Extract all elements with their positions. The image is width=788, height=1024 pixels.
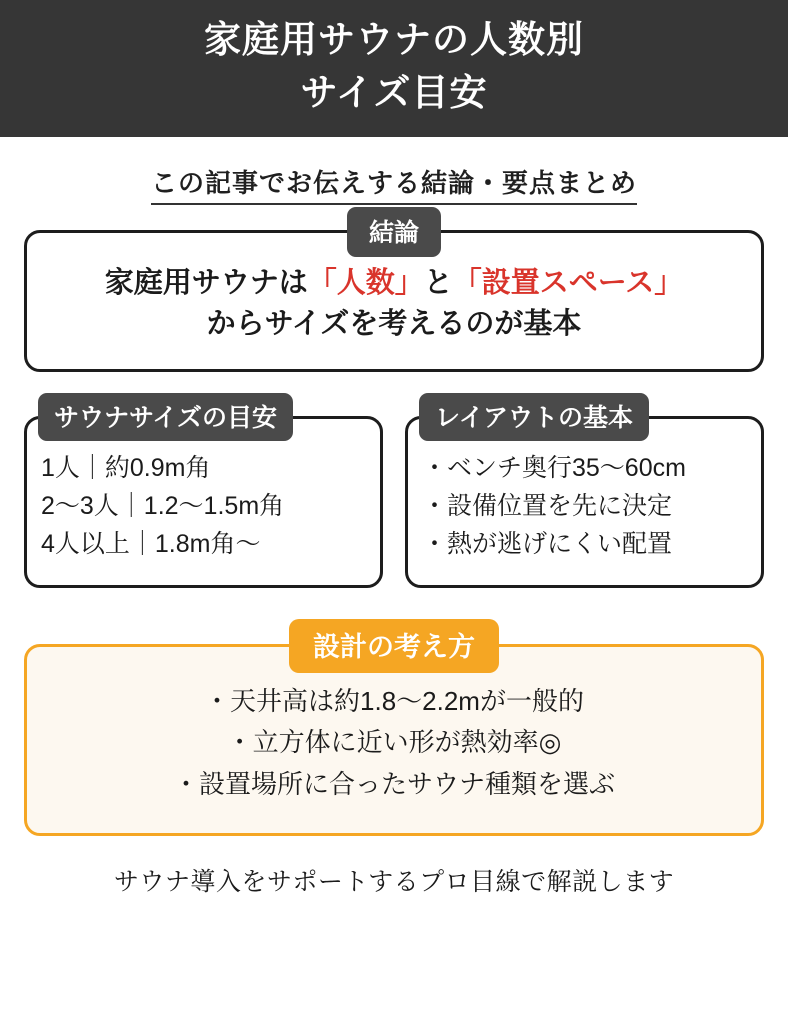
- content-area: [0, 163, 788, 898]
- list-item: 4人以上｜1.8m角〜: [41, 530, 261, 559]
- column-layout-basics-tag: レイアウトの基本: [419, 393, 649, 441]
- list-item: ・立方体に近い形が熱効率◎: [226, 727, 562, 758]
- list-item: ・設備位置を先に決定: [422, 492, 673, 521]
- conclusion-line-2: からサイズを考えるのが基本: [206, 308, 582, 341]
- list-item: ・熱が逃げにくい配置: [422, 530, 673, 559]
- conclusion-tag: 結論: [347, 207, 441, 257]
- list-item: 1人｜約0.9m角: [41, 454, 211, 483]
- header-banner: [0, 0, 788, 137]
- conclusion-section: [24, 219, 764, 372]
- list-item: ・設置場所に合ったサウナ種類を選ぶ: [172, 768, 615, 799]
- footer-note: サウナ導入をサポートするプロ目線で解説します: [113, 867, 675, 896]
- conclusion-highlight-2: 「設置スペース」: [452, 267, 684, 300]
- column-layout-basics: [405, 404, 764, 588]
- design-tag: 設計の考え方: [289, 619, 499, 673]
- header-title-line-1: 家庭用サウナの人数別: [204, 19, 584, 60]
- column-sauna-size: [24, 404, 383, 588]
- list-item: 2〜3人｜1.2〜1.5m角: [41, 492, 285, 521]
- design-section: [24, 632, 764, 835]
- column-sauna-size-box: [24, 416, 383, 588]
- column-layout-basics-box: [405, 416, 764, 588]
- header-title-line-2: サイズ目安: [300, 71, 488, 113]
- list-item: ・ベンチ奥行35〜60cm: [422, 454, 686, 483]
- two-column-section: [24, 404, 764, 588]
- column-sauna-size-tag: サウナサイズの目安: [38, 393, 293, 441]
- list-item: ・天井高は約1.8〜2.2mが一般的: [204, 686, 584, 717]
- conclusion-text-part-1: 家庭用サウナは: [104, 267, 308, 300]
- conclusion-line-1: [41, 263, 747, 304]
- conclusion-highlight-1: 「人数」: [307, 267, 424, 300]
- conclusion-text-part-2: と: [423, 267, 453, 300]
- lead-heading-text: この記事でお伝えする結論・要点まとめ: [151, 168, 637, 205]
- lead-heading: [24, 163, 764, 200]
